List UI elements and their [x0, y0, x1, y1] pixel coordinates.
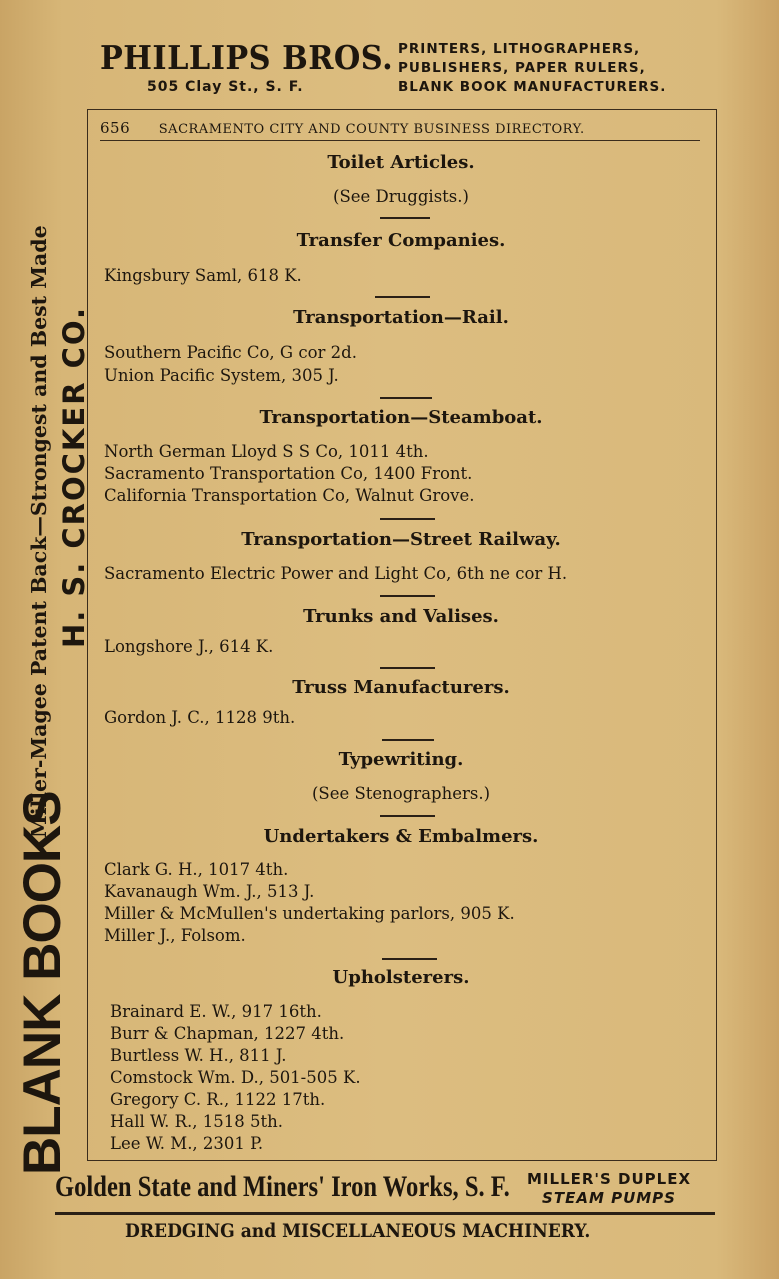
directory-entry: North German Lloyd S S Co, 1011 4th.: [104, 442, 429, 461]
footer-ad-ironworks: Golden State and Miners' Iron Works, S. F.: [55, 1170, 510, 1203]
directory-entry: Kavanaugh Wm. J., 513 J.: [104, 882, 315, 901]
footer-rule: [55, 1212, 715, 1215]
directory-entry: Hall W. R., 1518 5th.: [110, 1112, 283, 1131]
directory-entry: Brainard E. W., 917 16th.: [110, 1002, 322, 1021]
section-heading: Transportation—Street Railway.: [241, 529, 561, 550]
header-company-name: PHILLIPS BROS.: [100, 38, 394, 77]
section-heading: Transfer Companies.: [296, 230, 506, 251]
directory-entry: Sacramento Transportation Co, 1400 Front.: [104, 464, 473, 483]
footer-pumps-line: MILLER'S DUPLEX: [527, 1170, 692, 1188]
directory-entry: Gordon J. C., 1128 9th.: [104, 708, 296, 727]
directory-entry: Clark G. H., 1017 4th.: [104, 860, 289, 879]
section-heading: Transportation—Steamboat.: [259, 407, 543, 428]
section-divider: [380, 667, 435, 669]
section-heading: Trunks and Valises.: [303, 606, 499, 627]
directory-entry: Burtless W. H., 811 J.: [110, 1046, 287, 1065]
section-heading: Toilet Articles.: [327, 152, 475, 173]
directory-entry: Sacramento Electric Power and Light Co, 6th ne cor H.: [104, 564, 568, 583]
section-note: (See Stenographers.): [311, 784, 491, 803]
section-divider: [380, 595, 435, 597]
directory-entry: Miller J., Folsom.: [104, 926, 246, 945]
footer-ad-pumps: [527, 1170, 691, 1208]
section-divider: [380, 397, 432, 399]
directory-entry: California Transportation Co, Walnut Grove.: [104, 486, 475, 505]
directory-entry: Gregory C. R., 1122 17th.: [110, 1090, 326, 1109]
section-divider: [382, 958, 437, 960]
running-head: [100, 119, 585, 137]
header-service-line: PUBLISHERS, PAPER RULERS,: [398, 60, 646, 76]
section-note: (See Druggists.): [333, 187, 469, 206]
section-divider: [380, 217, 430, 219]
directory-entry: Longshore J., 614 K.: [104, 637, 274, 656]
section-heading: Truss Manufacturers.: [292, 677, 510, 698]
footer-ad-machinery: DREDGING and MISCELLANEOUS MACHINERY.: [125, 1220, 591, 1242]
directory-entry: Miller & McMullen's undertaking parlors, 905 K.: [104, 904, 515, 923]
page-number: 656: [100, 119, 131, 137]
directory-entry: Union Pacific System, 305 J.: [104, 366, 339, 385]
section-heading: Transportation—Rail.: [293, 307, 509, 328]
section-divider: [380, 815, 435, 817]
directory-entry: Comstock Wm. D., 501-505 K.: [110, 1068, 361, 1087]
footer-pumps-line: STEAM PUMPS: [542, 1189, 676, 1207]
directory-entry: Southern Pacific Co, G cor 2d.: [104, 343, 357, 362]
directory-entry: Kingsbury Saml, 618 K.: [104, 266, 302, 285]
section-heading: Upholsterers.: [332, 967, 470, 988]
running-head-title: SACRAMENTO CITY AND COUNTY BUSINESS DIRECTORY.: [158, 122, 585, 137]
section-divider: [375, 296, 430, 298]
running-head-rule: [100, 140, 700, 141]
section-divider: [382, 739, 434, 741]
section-divider: [380, 518, 435, 520]
section-heading: Undertakers & Embalmers.: [263, 826, 539, 847]
header-service-line: BLANK BOOK MANUFACTURERS.: [398, 79, 667, 95]
directory-entry: Burr & Chapman, 1227 4th.: [110, 1024, 345, 1043]
header-service-line: PRINTERS, LITHOGRAPHERS,: [398, 41, 641, 57]
side-ad-blank-books: BLANK BOOKS: [13, 791, 72, 1175]
side-ad-company: H. S. CROCKER CO.: [57, 306, 91, 648]
header-services: [398, 40, 666, 97]
side-ad-tagline: Miller-Magee Patent Back—Strongest and Best Made: [27, 225, 51, 838]
section-heading: Typewriting.: [338, 749, 464, 770]
header-address: 505 Clay St., S. F.: [147, 79, 304, 95]
directory-entry: Lee W. M., 2301 P.: [110, 1134, 264, 1153]
